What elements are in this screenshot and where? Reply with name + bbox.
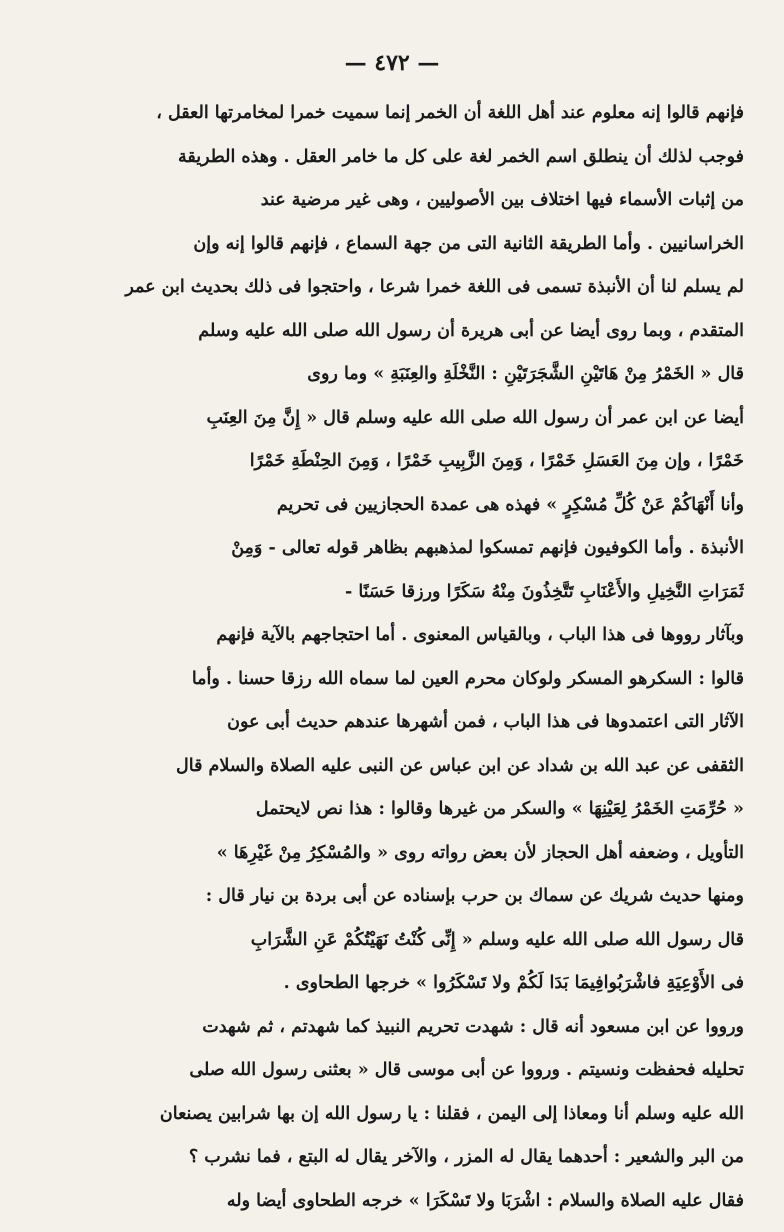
text-line-25: من البر والشعير : أحدهما يقال له المزر ، والآخر يقال له البتع ، فما نشرب ؟ (188, 1147, 744, 1167)
text-line-12: ثَمَرَاتِ النَّخِيلِ والأَعْنَابِ تَتَّخِذُونَ مِنْهُ سَكَرًا ورزقا حَسَنًا - (344, 581, 744, 602)
text-line-10: وأنا أَنْهَاكُمْ عَنْ كُلِّ مُسْكِرٍ » فهذه هى عمدة الحجازيين فى تحريم (276, 494, 744, 515)
text-line-21: فى الأَوْعِيَةِ فاشْرَبُوافِيمَا بَدَا لَكُمْ ولا تَسْكَرُوا » خرجها الطحاوى . (283, 973, 744, 993)
text-line-1: فإنهم قالوا إنه معلوم عند أهل اللغة أن الخمر إنما سميت خمرا لمخامرتها العقل ، (156, 103, 744, 123)
text-line-14: قالوا : السكرهو المسكر ولوكان محرم العين لما سماه الله رزقا حسنا . وأما (191, 668, 744, 689)
text-line-7: قال « الخَمْرُ مِنْ هَاتَيْنِ الشَّجَرَتَيْنِ : النَّخْلَةِ والعِنَبَةِ » وما روى (307, 364, 744, 384)
text-line-5: لم يسلم لنا أن الأنبذة تسمى فى اللغة خمرا شرعا ، واحتجوا فى ذلك بحديث ابن عمر (125, 277, 744, 297)
text-line-22: ورووا عن ابن مسعود أنه قال : شهدت تحريم النبيذ كما شهدتم ، ثم شهدت (202, 1016, 744, 1037)
text-line-16: الثقفى عن عبد الله بن شداد عن ابن عباس عن النبى عليه الصلاة والسلام قال (176, 755, 744, 776)
text-line-24: الله عليه وسلم أنا ومعاذا إلى اليمن ، فقلنا : يا رسول الله إن بها شرابين يصنعان (159, 1103, 744, 1124)
text-line-15: الآثار التى اعتمدوها فى هذا الباب ، فمن أشهرها عندهم حديث أبى عون (227, 712, 744, 732)
text-line-6: المتقدم ، وبما روى أيضا عن أبى هريرة أن رسول الله صلى الله عليه وسلم (198, 320, 744, 341)
text-line-26: فقال عليه الصلاة والسلام : اشْرَبَا ولا تَسْكَرَا » خرجه الطحاوى أيضا وله (226, 1190, 744, 1211)
text-line-17: « حُرِّمَتِ الخَمْرُ لِعَيْنِهَا » والسكر من غيرها وقالوا : هذا نص لايحتمل (255, 799, 744, 819)
text-line-4: الخراسانيين . وأما الطريقة الثانية التى من جهة السماع ، فإنهم قالوا إنه وإن (193, 233, 744, 254)
text-line-23: تحليله فحفظت ونسيتم . ورووا عن أبى موسى قال « بعثنى رسول الله صلى (189, 1060, 744, 1080)
text-line-3: من إثبات الأسماء فيها اختلاف بين الأصوليين ، وهى غير مرضية عند (260, 190, 744, 210)
text-line-9: خَمْرًا ، وإن مِنَ العَسَلِ خَمْرًا ، وَمِنَ الزَّبِيبِ خَمْرًا ، وَمِنَ الحِنْطَةِ خَمْرًا (249, 451, 744, 471)
body-text (40, 92, 744, 1223)
text-line-11: الأنبذة . وأما الكوفيون فإنهم تمسكوا لمذهبهم بظاهر قوله تعالى - وَمِنْ (231, 538, 744, 558)
text-line-20: قال رسول الله صلى الله عليه وسلم « إِنِّى كُنْتُ نَهَيْتُكُمْ عَنِ الشَّرَابِ (250, 929, 744, 950)
text-line-13: وبآثار رووها فى هذا الباب ، وبالقياس المعنوى . أما احتجاجهم بالآية فإنهم (216, 625, 744, 645)
text-line-18: التأويل ، وضعفه أهل الحجاز لأن بعض رواته روى « والمُسْكِرُ مِنْ غَيْرِهَا » (216, 842, 744, 863)
page-number: — ٤٧٢ — (344, 50, 440, 76)
text-line-19: ومنها حديث شريك عن سماك بن حرب بإسناده عن أبى بردة بن نيار قال : (205, 886, 744, 906)
text-line-2: فوجب لذلك أن ينطلق اسم الخمر لغة على كل ما خامر العقل . وهذه الطريقة (178, 146, 744, 167)
text-line-8: أيضا عن ابن عمر أن رسول الله صلى الله عليه وسلم قال « إِنَّ مِنَ العِنَبِ (206, 407, 744, 428)
